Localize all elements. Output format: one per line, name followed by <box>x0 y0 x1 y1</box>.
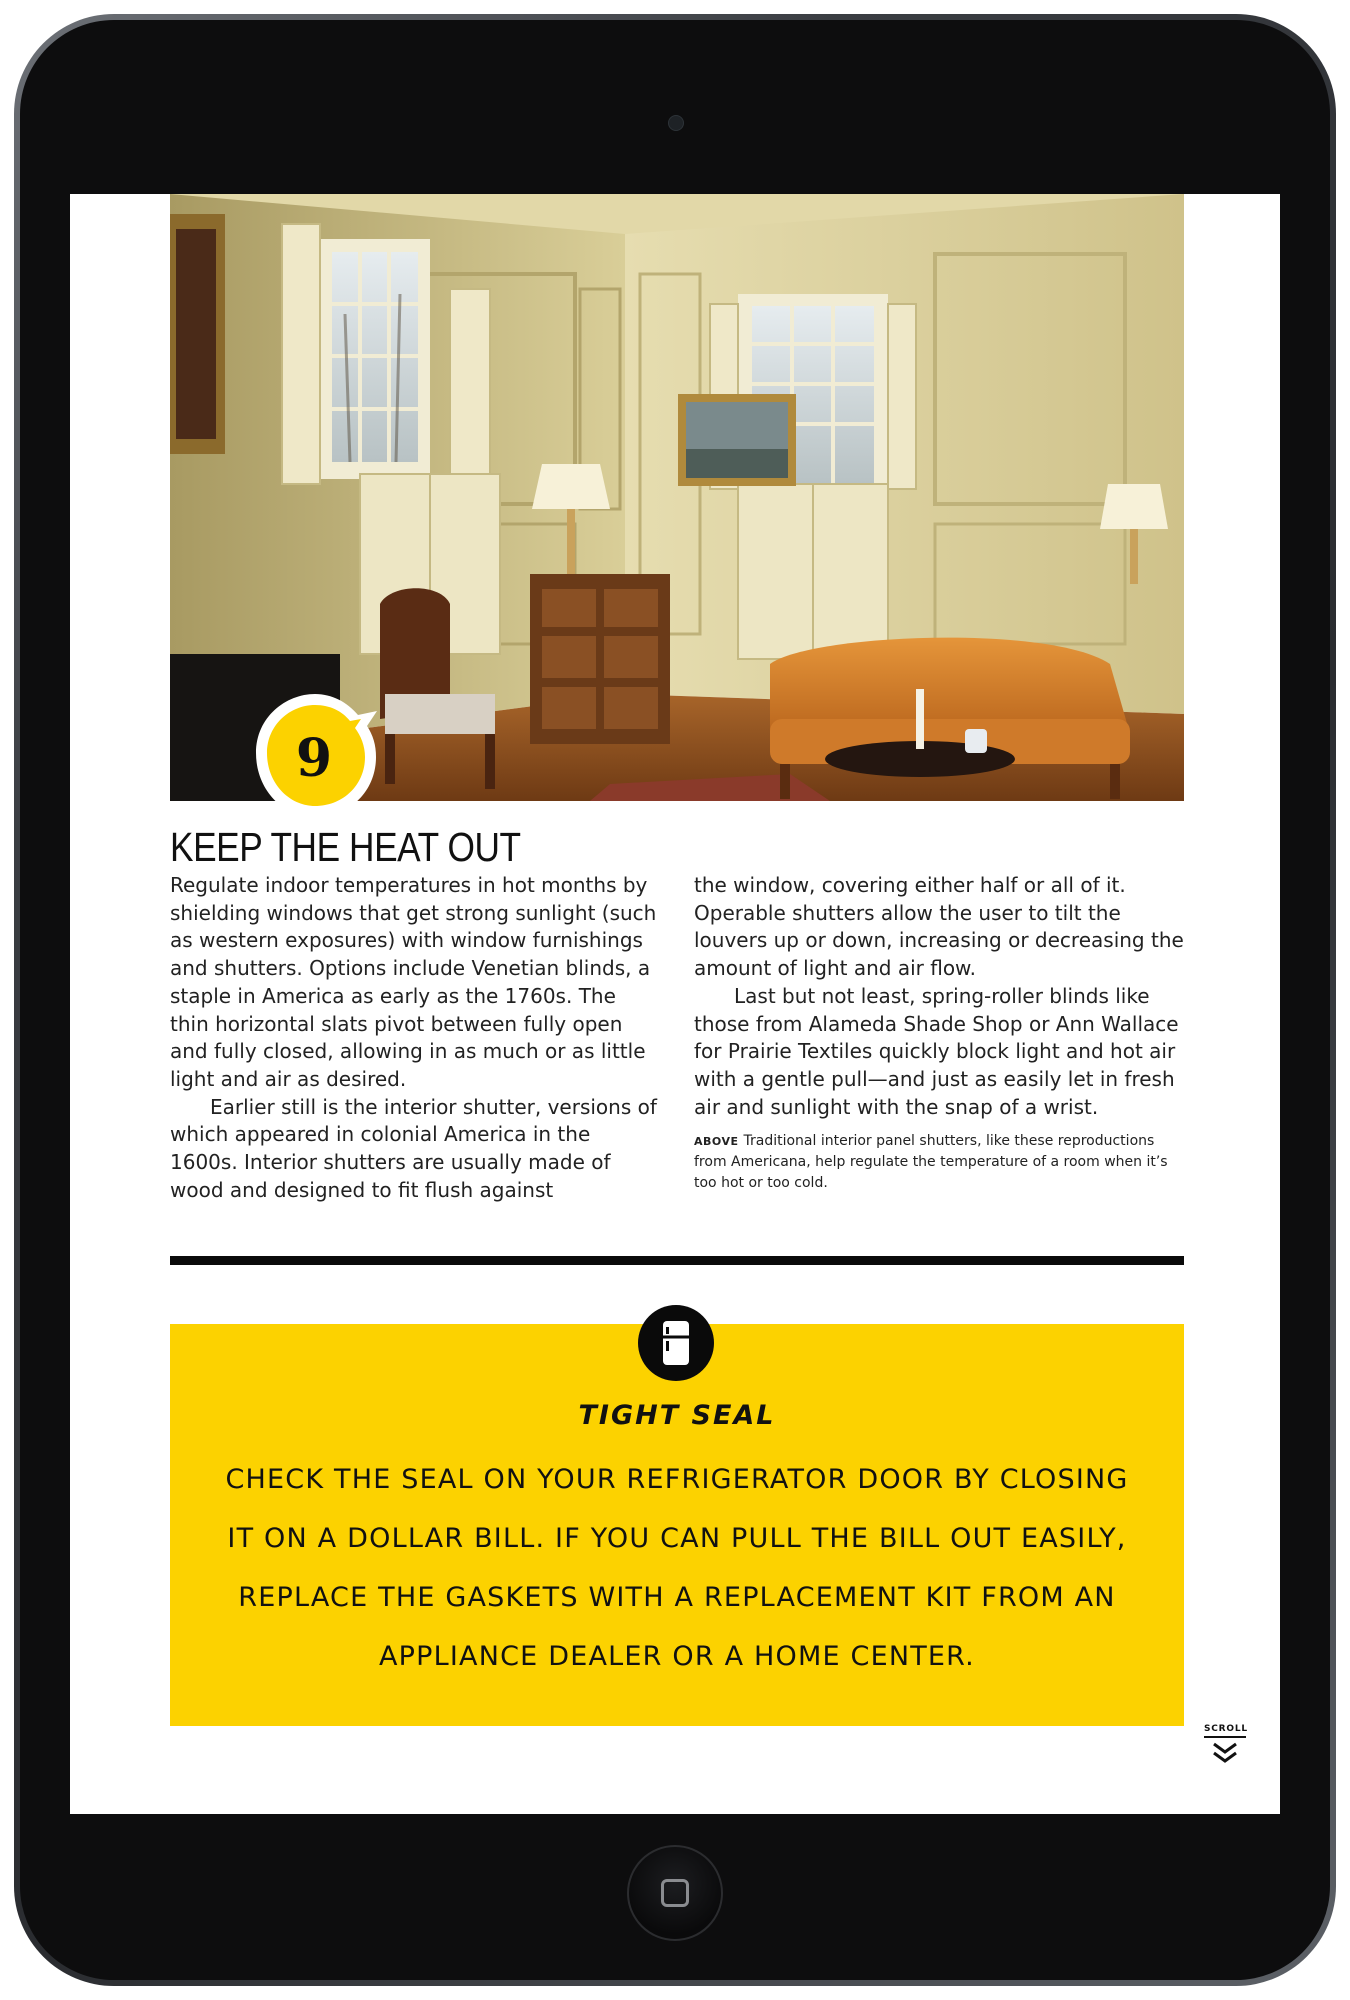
tip-text: CHECK THE SEAL ON YOUR REFRIGERATOR DOOR BY CLOSING IT ON A DOLLAR BILL. IF YOU CAN PULL THE BILL OUT EASILY, REPLACE THE GASKETS WITH A REPLACEMENT KIT FROM AN APPLIANCE DEALER OR A HOME CENTER. <box>225 1464 1129 1672</box>
tip-title: TIGHT SEAL <box>578 1400 776 1431</box>
photo-caption <box>694 1131 1184 1194</box>
article-paragraph: Earlier still is the interior shutter, versions of which appeared in colonial America in the 1600s. Interior shutters are usually made of wood and designed to fit flush against <box>170 1094 657 1202</box>
section-divider <box>170 1256 1184 1265</box>
article-column-left <box>170 872 660 1204</box>
section-number-badge <box>246 689 384 827</box>
caption-text: Traditional interior panel shutters, like these reproductions from Americana, help regulate the temperature of a room when it’s too hot or too cold. <box>694 1133 1168 1192</box>
scroll-label: SCROLL <box>1204 1724 1246 1738</box>
article-headline: KEEP THE HEAT OUT <box>170 824 521 870</box>
caption-label: ABOVE <box>694 1135 739 1149</box>
scroll-indicator[interactable] <box>1204 1724 1246 1764</box>
article-column-right <box>694 872 1184 1194</box>
double-chevron-down-icon <box>1211 1742 1239 1764</box>
article-paragraph: Regulate indoor temperatures in hot months by shielding windows that get strong sunlight (such as western exposures) with window furnishings and shutters. Options include Venetian blinds, a staple in America as early as the 1760s. The thin horizontal slats pivot between fully open and fully closed, allowing in as much or as little light and air as desired. <box>170 873 657 1091</box>
refrigerator-icon <box>636 1303 716 1383</box>
magazine-page <box>70 194 1280 1814</box>
home-button[interactable] <box>627 1845 723 1941</box>
article-paragraph: Last but not least, spring-roller blinds like those from Alameda Shade Shop or Ann Wallace for Prairie Textiles quickly block light and hot air with a gentle pull—and just as easily let in fresh air and sunlight with the snap of a wrist. <box>694 983 1179 1119</box>
front-camera <box>668 115 684 131</box>
badge-number: 9 <box>295 728 333 789</box>
article-paragraph: the window, covering either half or all of it. Operable shutters allow the user to tilt the louvers up or down, increasing or decreasing the amount of light and air flow. <box>694 873 1184 981</box>
home-square-icon <box>661 1879 689 1907</box>
